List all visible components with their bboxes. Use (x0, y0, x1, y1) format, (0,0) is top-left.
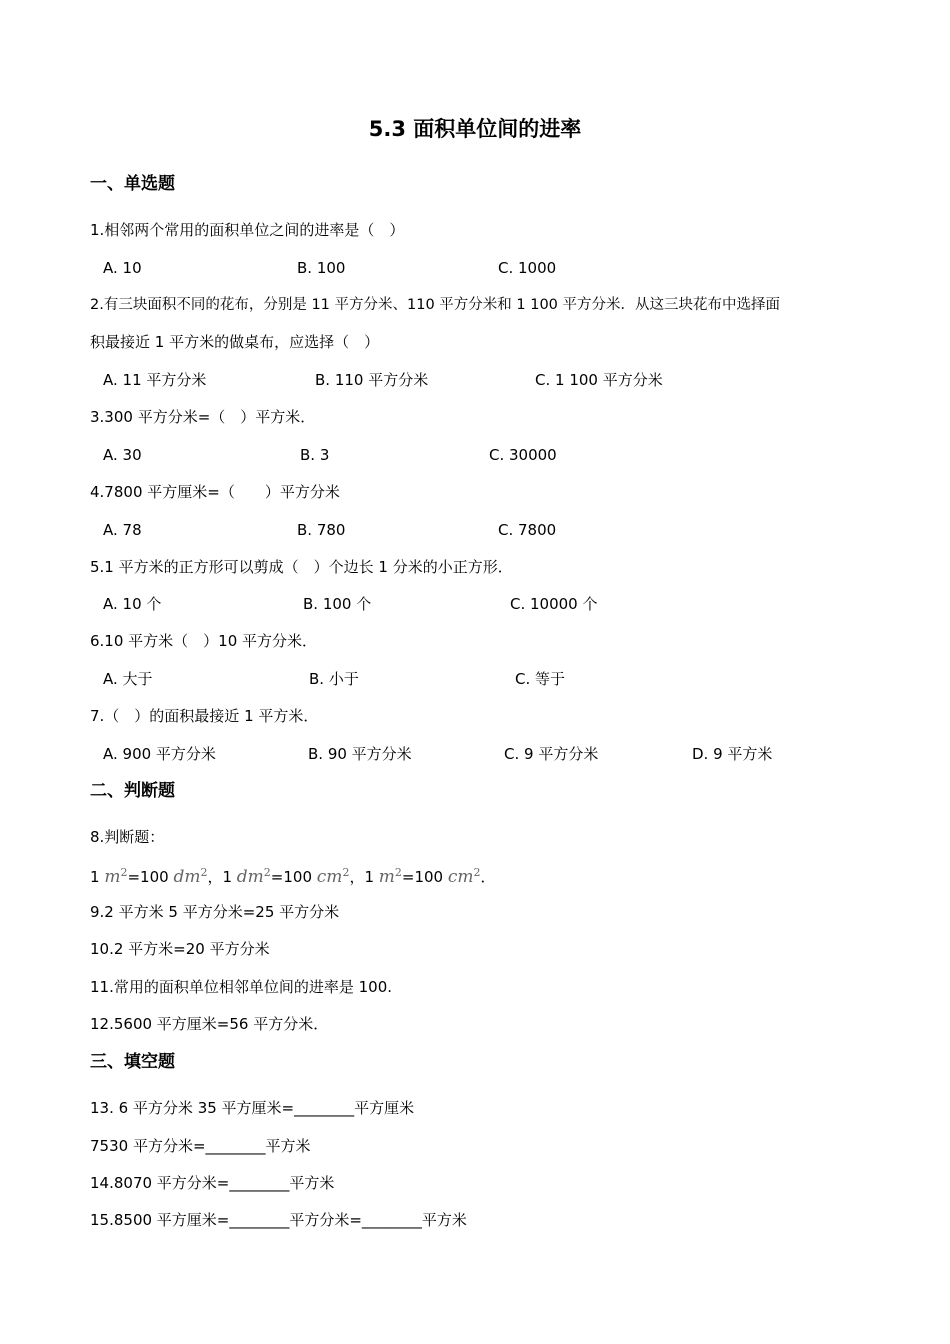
question-10: 10.2 平方米=20 平方分米 (90, 940, 270, 958)
question-9: 9.2 平方米 5 平方分米=25 平方分米 (90, 903, 340, 921)
q8-text: ，1 (349, 868, 374, 886)
unit-symbol: m (104, 867, 121, 887)
question-1-option-b: B. 100 (297, 259, 346, 277)
q8-text: =100 (270, 868, 312, 886)
section-heading-true-false: 二、判断题 (90, 781, 175, 801)
question-13-line-1: 13. 6 平方分米 35 平方厘米=________平方厘米 (90, 1099, 415, 1117)
question-3-option-b: B. 3 (300, 446, 330, 464)
question-1-option-a: A. 10 (103, 259, 142, 277)
unit-square-meter (379, 867, 402, 887)
unit-symbol: cm (316, 867, 343, 887)
question-11: 11.常用的面积单位相邻单位间的进率是 100. (90, 978, 393, 996)
question-5-option-a: A. 10 个 (103, 595, 162, 613)
page-title: 5.3 面积单位间的进率 (368, 117, 582, 141)
question-5-stem: 5.1 平方米的正方形可以剪成（ ）个边长 1 分米的小正方形． (90, 558, 513, 576)
question-15: 15.8500 平方厘米=________平方分米=________平方米 (90, 1211, 467, 1229)
question-12: 12.5600 平方厘米=56 平方分米． (90, 1015, 329, 1033)
unit-exponent: 2 (120, 866, 128, 879)
unit-symbol: dm (236, 867, 264, 887)
question-2-option-c: C. 1 100 平方分米 (535, 371, 663, 389)
question-2-option-b: B. 110 平方分米 (315, 371, 429, 389)
question-4-stem: 4.7800 平方厘米=（ ）平方分米 (90, 483, 340, 501)
question-2-option-a: A. 11 平方分米 (103, 371, 207, 389)
section-heading-fill-in: 三、填空题 (90, 1052, 175, 1072)
question-5-option-b: B. 100 个 (303, 595, 372, 613)
q8-text: =100 (401, 868, 444, 886)
question-7-stem: 7.（ ）的面积最接近 1 平方米． (90, 707, 319, 725)
unit-square-decimeter (237, 867, 271, 887)
question-3-option-a: A. 30 (103, 446, 142, 464)
question-14: 14.8070 平方分米=________平方米 (90, 1174, 335, 1192)
unit-exponent: 2 (342, 866, 350, 879)
question-7-option-b: B. 90 平方分米 (308, 745, 412, 763)
q8-text: ，1 (207, 868, 232, 886)
question-6-option-c: C. 等于 (515, 670, 566, 688)
question-3-option-c: C. 30000 (489, 446, 557, 464)
unit-symbol: m (378, 867, 395, 887)
question-1-option-c: C. 1000 (498, 259, 557, 277)
unit-square-centimeter (448, 867, 481, 887)
question-5-option-c: C. 10000 个 (510, 595, 598, 613)
unit-square-decimeter (173, 867, 207, 887)
question-4-option-a: A. 78 (103, 521, 142, 539)
question-7-option-d: D. 9 平方米 (692, 745, 773, 763)
question-8-stem: 8.判断题： (90, 828, 165, 846)
q8-text: =100 (127, 868, 169, 886)
section-heading-single-choice: 一、单选题 (90, 174, 175, 194)
unit-exponent: 2 (394, 866, 402, 879)
question-1-stem: 1.相邻两个常用的面积单位之间的进率是（ ） (90, 221, 405, 239)
question-7-option-c: C. 9 平方分米 (504, 745, 599, 763)
unit-square-meter (104, 867, 127, 887)
question-8-statement (90, 862, 496, 888)
q8-text: ． (480, 868, 496, 886)
question-6-stem: 6.10 平方米（ ）10 平方分米． (90, 632, 318, 650)
question-4-option-b: B. 780 (297, 521, 346, 539)
unit-symbol: cm (447, 867, 474, 887)
question-3-stem: 3.300 平方分米=（ ）平方米． (90, 408, 316, 426)
unit-exponent: 2 (473, 866, 481, 879)
question-2-stem-line-2: 积最接近 1 平方米的做桌布，应选择（ ） (90, 333, 380, 351)
q8-text: 1 (90, 868, 100, 886)
unit-square-centimeter (317, 867, 350, 887)
unit-exponent: 2 (263, 866, 271, 879)
question-4-option-c: C. 7800 (498, 521, 557, 539)
question-13-line-2: 7530 平方分米=________平方米 (90, 1137, 311, 1155)
question-7-option-a: A. 900 平方分米 (103, 745, 216, 763)
question-6-option-a: A. 大于 (103, 670, 153, 688)
unit-symbol: dm (173, 867, 201, 887)
unit-exponent: 2 (200, 866, 208, 879)
question-6-option-b: B. 小于 (309, 670, 359, 688)
question-2-stem-line-1: 2.有三块面积不同的花布，分别是 11 平方分米、110 平方分米和 1 100 平方分米．从这三块花布中选择面 (90, 297, 781, 313)
